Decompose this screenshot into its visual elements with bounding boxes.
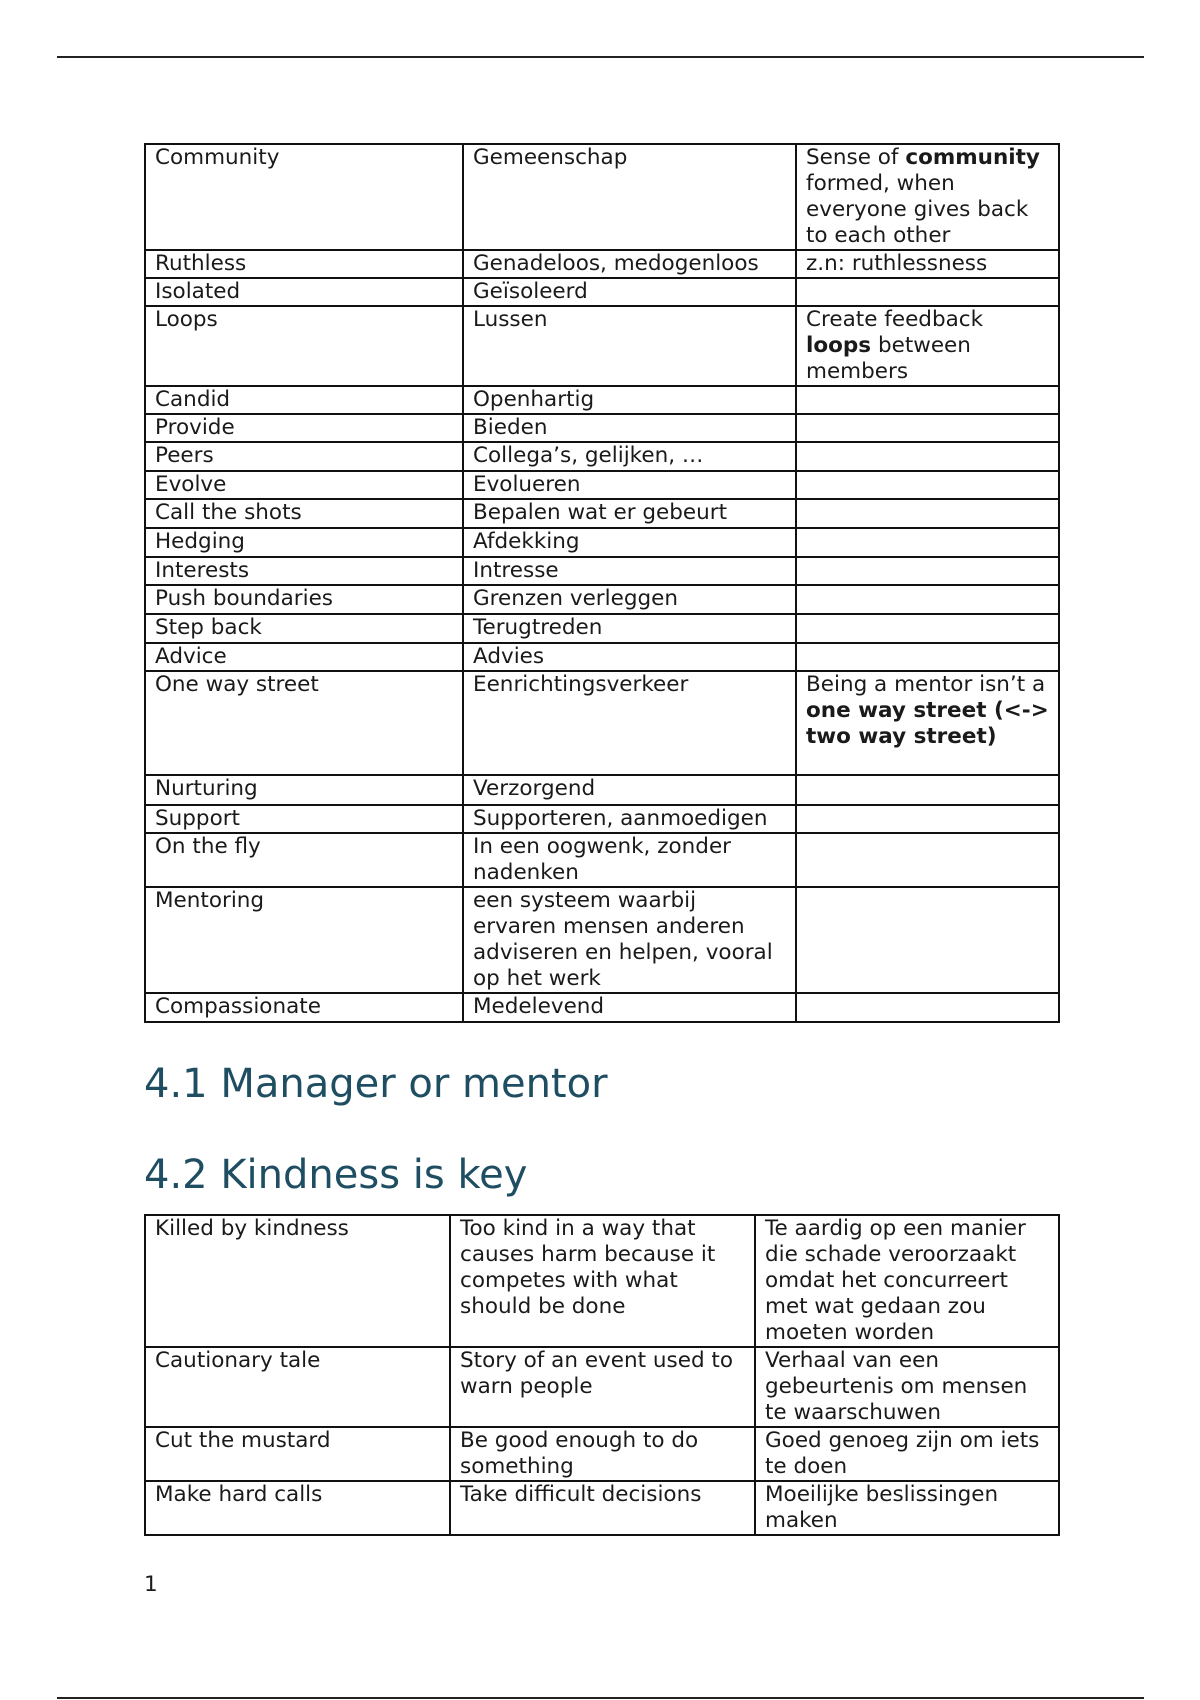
example-cell [796, 278, 1059, 306]
translation-cell: Medelevend [463, 993, 796, 1022]
table-row [145, 386, 1059, 414]
example-cell [796, 250, 1059, 278]
table-row [145, 306, 1059, 386]
translation-cell: Lussen [463, 306, 796, 386]
example-bold-text: loops [806, 333, 872, 358]
table-row [145, 471, 1059, 499]
translation-cell: Afdekking [463, 528, 796, 557]
translation-cell: Gemeenschap [463, 144, 796, 250]
table-row [145, 499, 1059, 528]
term-cell: Nurturing [145, 775, 463, 805]
page-number: 1 [144, 1572, 158, 1597]
example-cell [796, 585, 1059, 614]
example-cell [796, 386, 1059, 414]
example-cell [796, 775, 1059, 805]
term-cell: Cautionary tale [145, 1347, 450, 1427]
table-row [145, 442, 1059, 471]
table-row [145, 887, 1059, 993]
example-bold-text: community [905, 145, 1040, 170]
translation-cell: Advies [463, 643, 796, 671]
example-text: Sense of [806, 145, 906, 170]
table-row [145, 614, 1059, 643]
example-cell [796, 528, 1059, 557]
definition-cell: Story of an event used to warn people [450, 1347, 755, 1427]
example-cell [796, 833, 1059, 887]
vocabulary-table-1 [144, 143, 1060, 1023]
term-cell: Step back [145, 614, 463, 643]
definition-cell: Be good enough to do something [450, 1427, 755, 1481]
term-cell: Evolve [145, 471, 463, 499]
section-heading-manager-or-mentor: 4.1 Manager or mentor [144, 1061, 608, 1107]
table-row [145, 414, 1059, 442]
definition-cell: Too kind in a way that causes harm because it competes with what should be done [450, 1215, 755, 1347]
example-cell [796, 144, 1059, 250]
example-text: Create feedback [806, 307, 984, 332]
table-row [145, 643, 1059, 671]
translation-cell: Grenzen verleggen [463, 585, 796, 614]
table-row [145, 1347, 1059, 1427]
term-cell: Make hard calls [145, 1481, 450, 1535]
term-cell: Ruthless [145, 250, 463, 278]
translation-cell: Geïsoleerd [463, 278, 796, 306]
term-cell: Advice [145, 643, 463, 671]
term-cell: Candid [145, 386, 463, 414]
table-row [145, 250, 1059, 278]
example-cell [796, 414, 1059, 442]
table-row [145, 278, 1059, 306]
translation-cell: Openhartig [463, 386, 796, 414]
vocabulary-table-1-body [145, 144, 1059, 1022]
header-rule [57, 56, 1144, 58]
table-row [145, 1427, 1059, 1481]
translation-cell: Eenrichtingsverkeer [463, 671, 796, 775]
table-row [145, 144, 1059, 250]
example-cell [796, 499, 1059, 528]
footer-rule [57, 1697, 1144, 1699]
translation-cell: Moeilijke beslissingen maken [755, 1481, 1059, 1535]
term-cell: Community [145, 144, 463, 250]
example-cell [796, 471, 1059, 499]
section-heading-kindness-is-key: 4.2 Kindness is key [144, 1152, 528, 1198]
term-cell: Cut the mustard [145, 1427, 450, 1481]
example-text: z.n: ruthlessness [806, 251, 988, 276]
term-cell: Mentoring [145, 887, 463, 993]
term-cell: Call the shots [145, 499, 463, 528]
example-cell [796, 805, 1059, 833]
vocabulary-table-2 [144, 1214, 1060, 1536]
example-cell [796, 306, 1059, 386]
term-cell: On the fly [145, 833, 463, 887]
table-row [145, 993, 1059, 1022]
translation-cell: Verzorgend [463, 775, 796, 805]
term-cell: Interests [145, 557, 463, 585]
table-row [145, 1215, 1059, 1347]
example-cell [796, 442, 1059, 471]
term-cell: Support [145, 805, 463, 833]
translation-cell: Supporteren, aanmoedigen [463, 805, 796, 833]
term-cell: Killed by kindness [145, 1215, 450, 1347]
term-cell: One way street [145, 671, 463, 775]
table-row [145, 833, 1059, 887]
table-row [145, 585, 1059, 614]
translation-cell: Bepalen wat er gebeurt [463, 499, 796, 528]
term-cell: Compassionate [145, 993, 463, 1022]
translation-cell: een systeem waarbij ervaren mensen anderen adviseren en helpen, vooral op het werk [463, 887, 796, 993]
term-cell: Peers [145, 442, 463, 471]
table-row [145, 528, 1059, 557]
translation-cell: Bieden [463, 414, 796, 442]
definition-cell: Take difficult decisions [450, 1481, 755, 1535]
translation-cell: Collega’s, gelijken, … [463, 442, 796, 471]
translation-cell: Intresse [463, 557, 796, 585]
example-bold-text: one way street (<-> two way street) [806, 698, 1049, 749]
example-text: formed, when everyone gives back to each other [806, 171, 1029, 248]
table-row [145, 671, 1059, 775]
example-text: between members [806, 333, 971, 384]
term-cell: Loops [145, 306, 463, 386]
table-row [145, 775, 1059, 805]
translation-cell: Evolueren [463, 471, 796, 499]
term-cell: Provide [145, 414, 463, 442]
translation-cell: Genadeloos, medogenloos [463, 250, 796, 278]
example-cell [796, 671, 1059, 775]
term-cell: Hedging [145, 528, 463, 557]
translation-cell: Terugtreden [463, 614, 796, 643]
vocabulary-table-2-body [145, 1215, 1059, 1535]
example-cell [796, 614, 1059, 643]
table-row [145, 805, 1059, 833]
translation-cell: Verhaal van een gebeurtenis om mensen te waarschuwen [755, 1347, 1059, 1427]
term-cell: Isolated [145, 278, 463, 306]
example-cell [796, 643, 1059, 671]
example-cell [796, 557, 1059, 585]
example-text: Being a mentor isn’t a [806, 672, 1046, 697]
translation-cell: In een oogwenk, zonder nadenken [463, 833, 796, 887]
example-cell [796, 993, 1059, 1022]
example-cell [796, 887, 1059, 993]
translation-cell: Te aardig op een manier die schade veroorzaakt omdat het concurreert met wat gedaan zou moeten worden [755, 1215, 1059, 1347]
term-cell: Push boundaries [145, 585, 463, 614]
table-row [145, 557, 1059, 585]
translation-cell: Goed genoeg zijn om iets te doen [755, 1427, 1059, 1481]
table-row [145, 1481, 1059, 1535]
